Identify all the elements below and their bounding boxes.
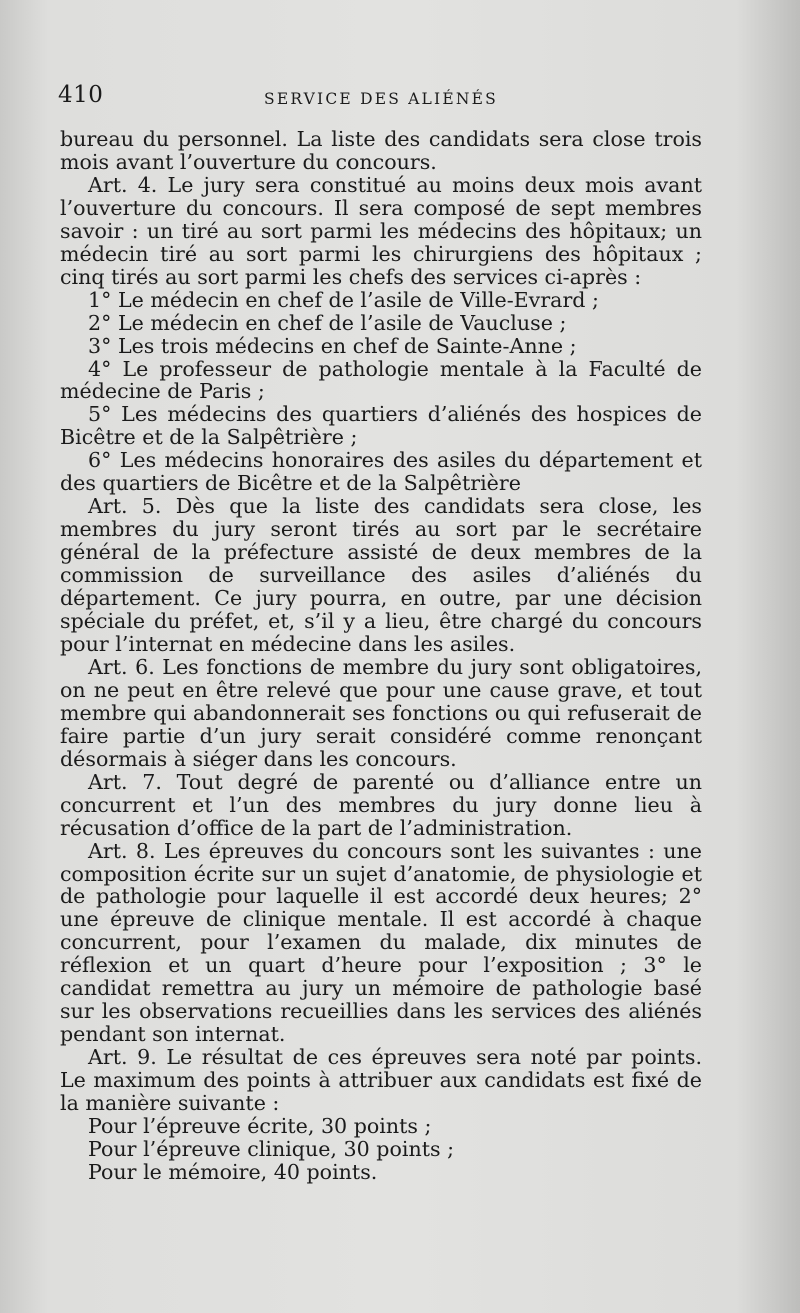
- list-item: 1° Le médecin en chef de l’asile de Ville-Evrard ;: [88, 287, 599, 312]
- page-header: [58, 82, 752, 116]
- article-7: Art. 7. Tout degré de parenté ou d’alliance entre un concurrent et l’un des membres du jury donne lieu à récusation d’office de la part de l’administration.: [60, 769, 702, 840]
- article-8: Art. 8. Les épreuves du concours sont les suivantes : une composition écrite sur un sujet d’anatomie, de physiologie et de pathologie pour laquelle il est accordé deux heures; 2° une épreuve de clinique mentale. Il est accordé à chaque concurrent, pour l’examen du malade, dix minutes de réflexion et un quart d’heure pour l’exposition ; 3° le candidat remettra au jury un mémoire de pathologie basé sur les observations recueillies dans les services des aliénés pendant son internat.: [60, 838, 702, 1047]
- paragraph: bureau du personnel. La liste des candidats sera close trois mois avant l’ouverture du concours.: [60, 127, 702, 174]
- article-9: Art. 9. Le résultat de ces épreuves sera noté par points. Le maximum des points à attribuer aux candidats est fixé de la manière suivante :: [60, 1045, 702, 1116]
- article-5: Art. 5. Dès que la liste des candidats sera close, les membres du jury seront tirés au sort par le secrétaire général de la préfecture assisté de deux membres de la commission de surveillance des asiles d’aliénés du département. Ce jury pourra, en outre, par une décision spéciale du préfet, et, s’il y a lieu, être chargé du concours pour l’internat en médecine dans les asiles.: [60, 494, 702, 656]
- list-item: 2° Le médecin en chef de l’asile de Vaucluse ;: [88, 310, 567, 335]
- list-item: 3° Les trois médecins en chef de Sainte-Anne ;: [88, 333, 577, 358]
- points-item: Pour le mémoire, 40 points.: [88, 1159, 378, 1184]
- list-item: 6° Les médecins honoraires des asiles du département et des quartiers de Bicêtre et de la Salpêtrière: [60, 448, 702, 496]
- page-number: 410: [58, 82, 104, 108]
- points-item: Pour l’épreuve clinique, 30 points ;: [88, 1136, 455, 1161]
- list-item: 5° Les médecins des quartiers d’aliénés des hospices de Bicêtre et de la Salpêtrière ;: [60, 402, 702, 450]
- running-head: SERVICE DES ALIÉNÉS: [264, 90, 498, 108]
- page-body: [60, 128, 702, 1184]
- article-6: Art. 6. Les fonctions de membre du jury sont obligatoires, on ne peut en être relevé que pour une cause grave, et tout membre qui abandonnerait ses fonctions ou qui refuserait de faire partie d’un jury serait considéré comme renonçant désormais à siéger dans les concours.: [60, 654, 702, 771]
- article-4: Art. 4. Le jury sera constitué au moins deux mois avant l’ouverture du concours. Il sera composé de sept membres savoir : un tiré au sort parmi les médecins des hôpitaux; un médecin tiré au sort parmi les chirurgiens des hôpitaux ; cinq tirés au sort parmi les chefs des services ci-après :: [60, 172, 702, 289]
- list-item: 4° Le professeur de pathologie mentale à la Faculté de médecine de Paris ;: [60, 356, 702, 404]
- points-item: Pour l’épreuve écrite, 30 points ;: [88, 1113, 432, 1138]
